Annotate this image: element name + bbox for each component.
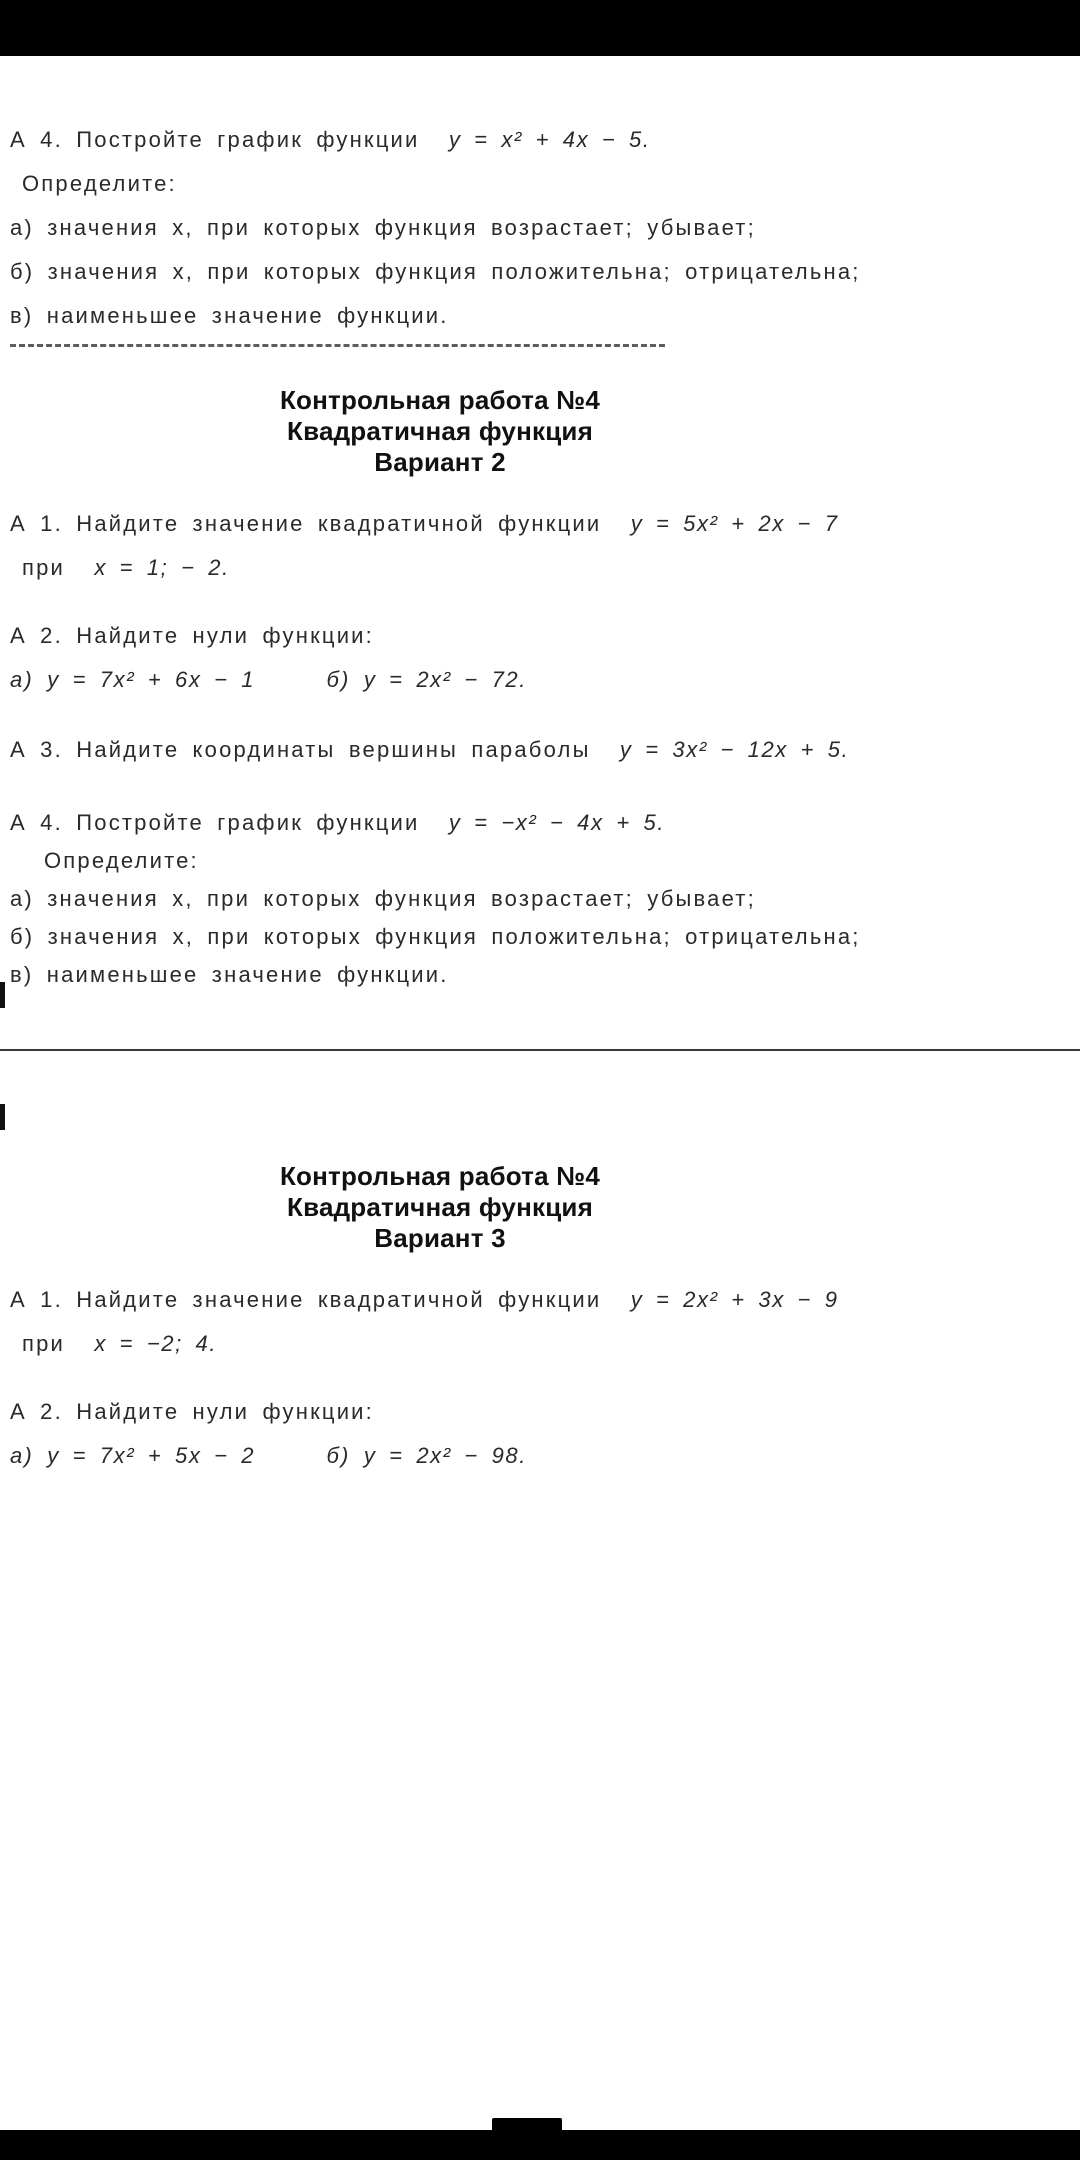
variant3-task-a1 [10,1278,1070,1366]
task-a1-sub-line [10,1322,1070,1366]
variant2-header-topic: Квадратичная функция [287,416,593,446]
task-a1-sub-formula: x = 1; − 2. [94,555,230,580]
task-a2-text: А 2. Найдите нули функции: [10,1399,374,1424]
variant3-header-title: Контрольная работа №4 [279,1161,601,1191]
variant3-header [10,1161,870,1254]
top-black-bar [0,0,1080,56]
task-a4-item-v: в) наименьшее значение функции. [10,962,449,987]
task-a4-line [10,804,1070,842]
task-a1-formula: y = 5x² + 2x − 7 [630,511,839,536]
task-a1-line [10,502,1070,546]
task-a4-subtitle: Определите: [22,171,177,196]
task-a2-items-line [10,1434,1070,1478]
task-a2-item-a-label: а) [10,667,34,692]
variant2-header-variant: Вариант 2 [374,447,506,477]
left-margin-mark [0,982,5,1008]
variant2-task-a3 [10,728,1070,772]
variant3-header-topic: Квадратичная функция [287,1192,593,1222]
task-a2-text: А 2. Найдите нули функции: [10,623,374,648]
task-a4-text: А 4. Постройте график функции [10,810,420,835]
task-a3-formula: y = 3x² − 12x + 5. [619,737,850,762]
task-a1-sub-line [10,546,1070,590]
task-a2-item-a-label: а) [10,1443,34,1468]
task-a1-sub-label: при [22,1331,66,1356]
task-a4-item-b: б) значения x, при которых функция положительна; отрицательна; [10,924,861,949]
task-a2-item-b-formula: y = 2x² − 72. [363,667,527,692]
task-a2-item-b-label: б) [326,1443,351,1468]
task-a3-text: А 3. Найдите координаты вершины параболы [10,737,591,762]
task-a4-formula: y = −x² − 4x + 5. [448,810,666,835]
task-a2-item-a-formula: y = 7x² + 5x − 2 [47,1443,256,1468]
task-a4-formula: y = x² + 4x − 5. [448,127,651,152]
task-a4-item-b: б) значения x, при которых функция положительна; отрицательна; [10,259,861,284]
variant2-task-a4 [10,804,1070,994]
task-a4-text: А 4. Постройте график функции [10,127,420,152]
task-a2-items-line [10,658,1070,702]
variant2-task-a1 [10,502,1070,590]
task-a4-item-a: а) значения x, при которых функция возрастает; убывает; [10,886,756,911]
task-a1-sub-label: при [22,555,66,580]
variant3-header-variant: Вариант 3 [374,1223,506,1253]
task-a4-subtitle: Определите: [44,848,199,873]
task-a1-text: А 1. Найдите значение квадратичной функции [10,511,602,536]
task-a2-item-a-formula: y = 7x² + 6x − 1 [47,667,256,692]
task-a1-formula: y = 2x² + 3x − 9 [630,1287,839,1312]
variant2-task-a2 [10,614,1070,702]
document-content [0,56,1080,1478]
task-a4-item-a: а) значения x, при которых функция возрастает; убывает; [10,215,756,240]
section-variant1-task-a4 [10,118,1070,338]
task-a1-text: А 1. Найдите значение квадратичной функции [10,1287,602,1312]
variant3-task-a2 [10,1390,1070,1478]
variant2-header [10,385,870,478]
bottom-black-bar [0,2130,1080,2160]
task-a1-line [10,1278,1070,1322]
task-a4-item-v: в) наименьшее значение функции. [10,303,449,328]
left-margin-mark [0,1104,5,1130]
dashed-divider [10,344,665,347]
task-a2-item-b-formula: y = 2x² − 98. [363,1443,527,1468]
task-a2-item-b-label: б) [326,667,351,692]
section-divider-line [0,1049,1080,1051]
task-a1-sub-formula: x = −2; 4. [94,1331,218,1356]
task-a3-line [10,728,1070,772]
task-a4-line [10,118,1070,162]
variant2-header-title: Контрольная работа №4 [279,385,601,415]
